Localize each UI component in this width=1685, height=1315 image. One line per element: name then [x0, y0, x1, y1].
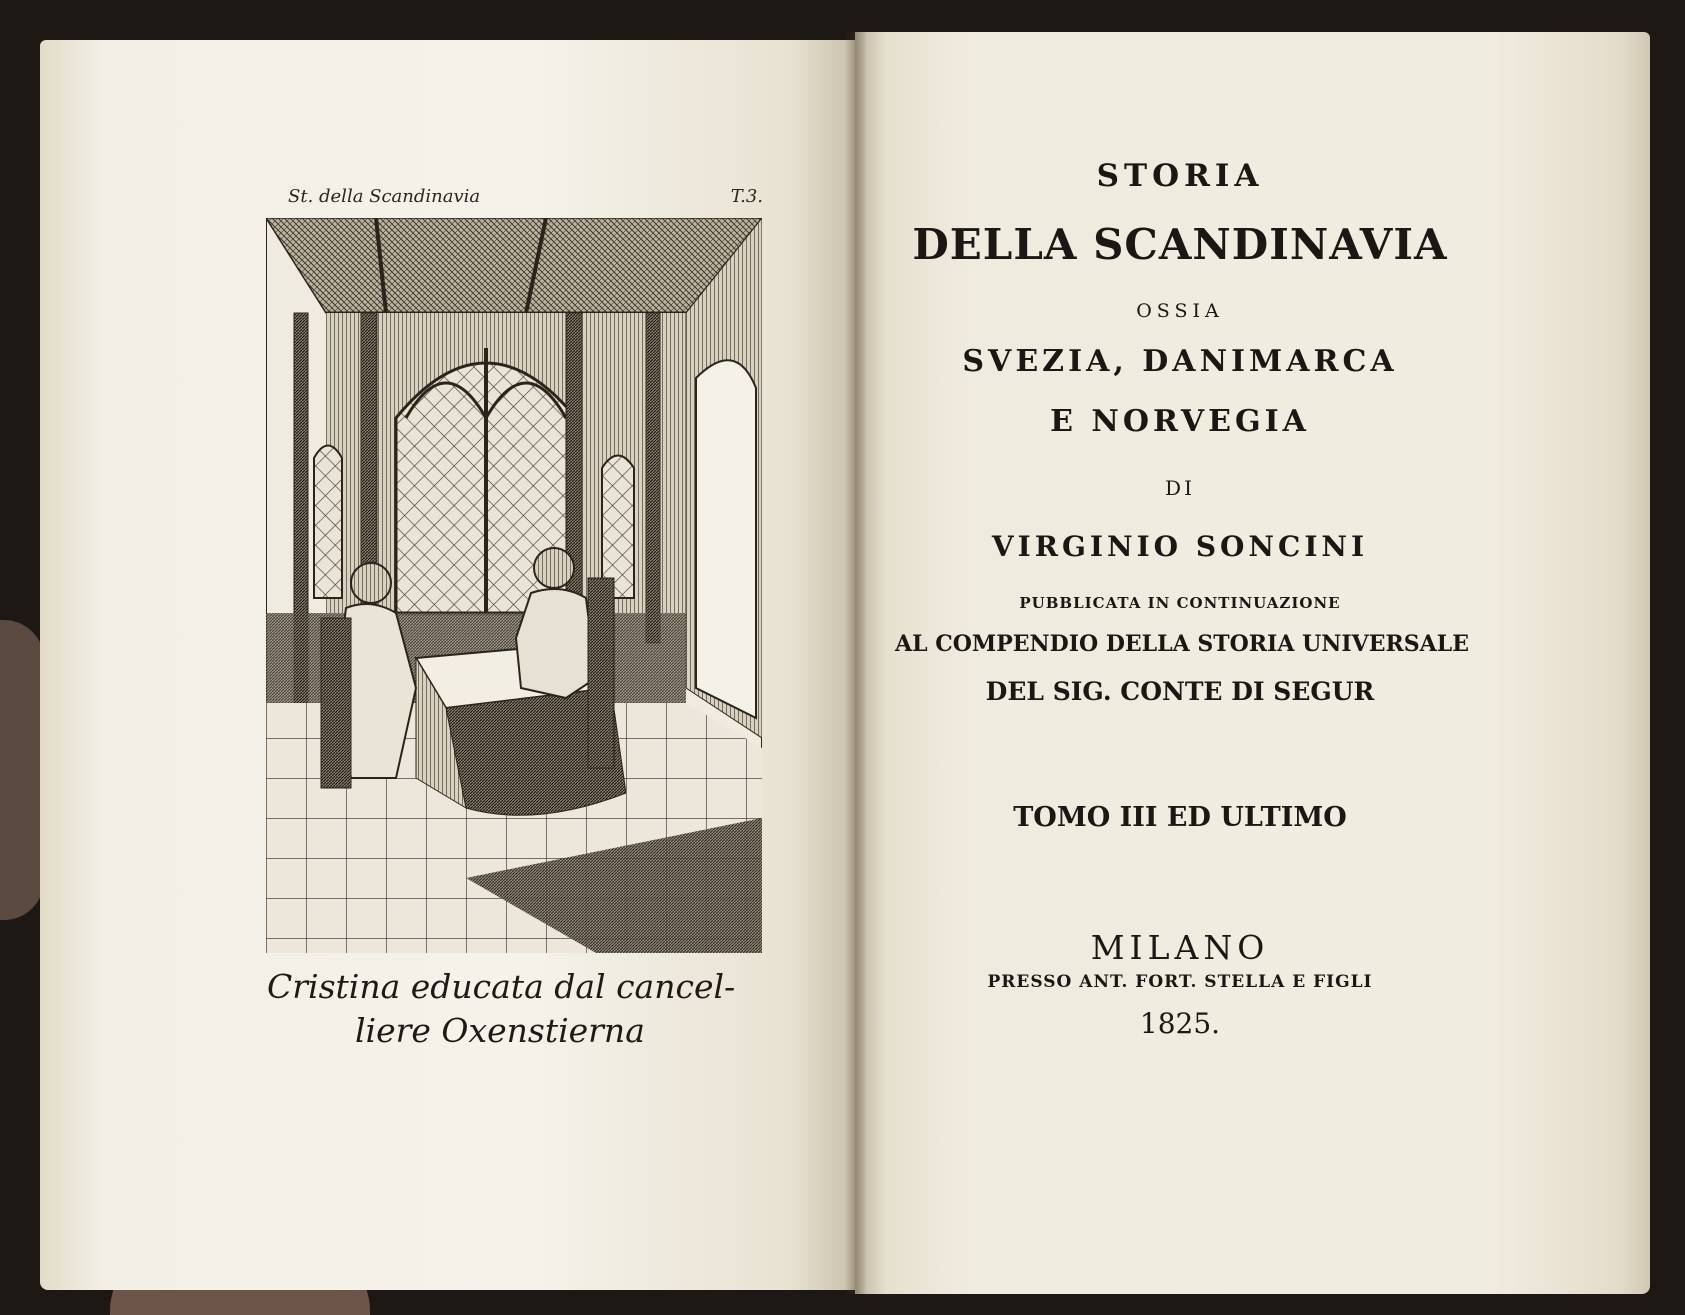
segur-note: DEL SIG. CONTE DI SEGUR	[985, 677, 1375, 706]
plate-series-title: St. della Scandinavia	[288, 186, 481, 207]
title-line-scandinavia: DELLA SCANDINAVIA	[912, 220, 1448, 269]
imprint-city: MILANO	[1090, 928, 1270, 967]
volume-label: TOMO III ED ULTIMO	[1013, 802, 1347, 833]
plate-header	[243, 186, 763, 210]
hand	[0, 620, 44, 920]
engraving-illustration	[266, 218, 762, 953]
plate-caption-line-1: Cristina educata dal cancel-	[267, 967, 736, 1006]
imprint-publisher: PRESSO ANT. FORT. STELLA E FIGLI	[987, 972, 1373, 992]
engraving-svg	[266, 218, 762, 953]
author-name: VIRGINIO SONCINI	[991, 530, 1369, 563]
title-line-norvegia: E NORVEGIA	[1050, 404, 1310, 439]
imprint-year: 1825.	[1139, 1007, 1221, 1040]
plate-volume-mark: T.3.	[730, 186, 763, 207]
title-line-storia: STORIA	[1096, 158, 1264, 194]
plate-caption	[255, 965, 785, 1053]
publication-note: PUBBLICATA IN CONTINUAZIONE	[1019, 594, 1341, 612]
book-gutter	[845, 32, 867, 1294]
plate-caption-line-2: liere Oxenstierna	[355, 1011, 645, 1050]
title-line-countries: SVEZIA, DANIMARCA	[962, 344, 1398, 379]
title-line-di: DI	[1165, 476, 1195, 500]
title-line-ossia: OSSIA	[1136, 300, 1224, 322]
compendium-note: AL COMPENDIO DELLA STORIA UNIVERSALE	[895, 631, 1469, 657]
